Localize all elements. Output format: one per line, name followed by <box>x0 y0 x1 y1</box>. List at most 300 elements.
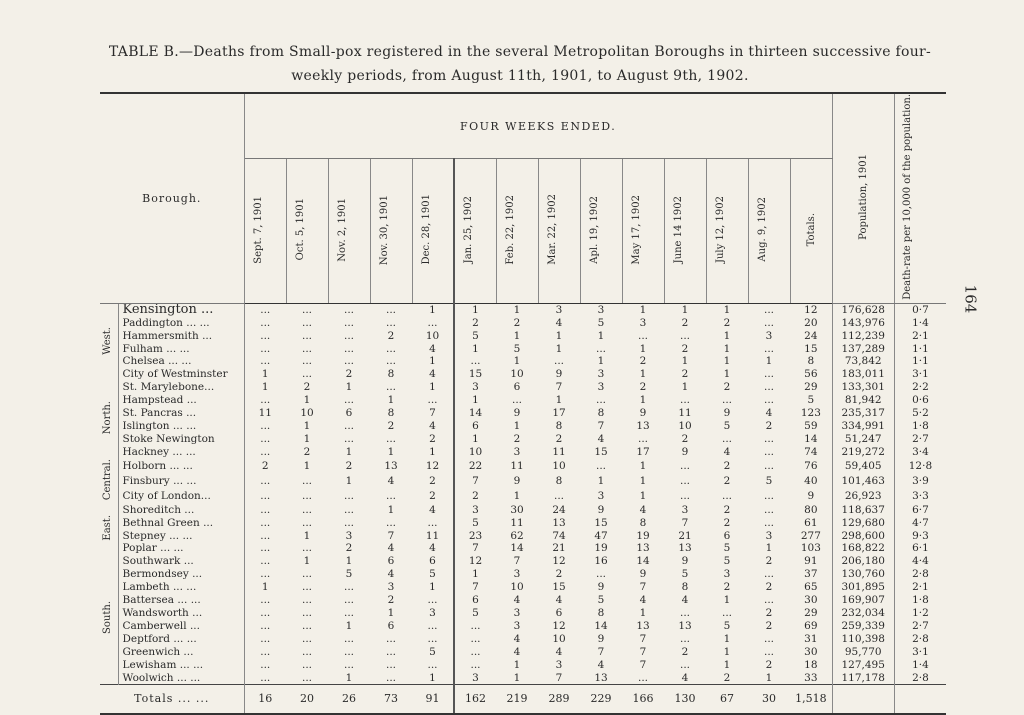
period-value: 1 <box>412 581 454 594</box>
period-value: 13 <box>636 542 650 555</box>
period-value: ... <box>386 355 397 368</box>
death-rate-value: 2·1 <box>912 329 929 342</box>
period-value: ... <box>680 489 691 502</box>
period-value: 7 <box>597 645 605 658</box>
period-value: 2 <box>513 432 521 445</box>
population-value: 334,991 <box>832 420 894 433</box>
death-rate-value: 2·8 <box>912 671 929 684</box>
row-total: 103 <box>790 542 832 555</box>
period-value: ... <box>412 659 454 672</box>
period-value: 1 <box>303 459 311 472</box>
period-value: 1 <box>412 381 454 394</box>
region-label: East. <box>102 514 114 541</box>
period-value: ... <box>638 432 649 445</box>
population-header-label: Population, 1901 <box>857 153 869 240</box>
period-value: 1 <box>303 555 311 568</box>
period-header <box>664 159 706 303</box>
period-value: ... <box>764 489 775 502</box>
period-value: 4 <box>597 658 605 671</box>
region-label: North. <box>102 401 114 435</box>
row-total: 20 <box>790 317 832 330</box>
period-value: 14 <box>468 407 483 420</box>
row-total: 56 <box>790 368 832 381</box>
period-value: 2 <box>765 606 773 619</box>
period-value: 2 <box>555 432 563 445</box>
period-value: 8 <box>681 581 689 594</box>
period-value: 5 <box>345 568 353 581</box>
table-row <box>100 646 946 659</box>
region-label-cell <box>100 459 118 504</box>
period-value: 9 <box>639 407 647 420</box>
period-value: 3 <box>765 529 773 542</box>
period-total: 67 <box>706 685 748 715</box>
population-value: 95,770 <box>832 646 894 659</box>
table-row <box>100 368 946 381</box>
period-value: ... <box>470 645 481 658</box>
period-value: ... <box>412 517 454 530</box>
period-value: 13 <box>594 671 608 684</box>
period-value: 10 <box>510 368 524 381</box>
period-value: 2 <box>765 555 773 568</box>
borough-name: Deptford ... ... <box>118 633 244 646</box>
period-value: ... <box>764 632 775 645</box>
period-value: ... <box>260 555 271 568</box>
period-value: 2 <box>387 419 395 432</box>
period-value: 7 <box>639 658 647 671</box>
period-value: 2 <box>681 645 689 658</box>
period-value: ... <box>302 342 313 355</box>
period-value: 14 <box>510 542 524 555</box>
period-value: 7 <box>597 419 605 432</box>
period-value: 10 <box>412 330 454 343</box>
period-value: 3 <box>555 658 563 671</box>
period-value: 1 <box>513 329 521 342</box>
period-value: 1 <box>555 329 563 342</box>
region-label-cell <box>100 381 118 458</box>
population-value: 301,895 <box>832 581 894 594</box>
period-value: ... <box>344 489 355 502</box>
period-value: 1 <box>765 355 773 368</box>
period-value: ... <box>302 606 313 619</box>
borough-header <box>100 93 244 303</box>
table-row <box>100 607 946 620</box>
period-value: 9 <box>555 368 563 381</box>
period-value: ... <box>596 342 607 355</box>
population-value: 127,495 <box>832 659 894 672</box>
period-value: 9 <box>681 445 689 458</box>
period-header <box>454 159 496 303</box>
period-value: 12 <box>412 459 454 474</box>
period-value: 13 <box>678 619 692 632</box>
period-value: ... <box>386 632 397 645</box>
period-value: ... <box>512 394 523 407</box>
period-value: 9 <box>597 632 605 645</box>
period-header <box>244 159 286 303</box>
table-row <box>100 517 946 530</box>
period-value: 1 <box>412 355 454 368</box>
borough-name: St. Marylebone... <box>118 381 244 394</box>
period-value: 2 <box>681 368 689 381</box>
period-value: 5 <box>597 316 605 329</box>
period-value: ... <box>764 394 775 407</box>
period-value: 9 <box>681 555 689 568</box>
table-row <box>100 303 946 316</box>
period-total: 16 <box>244 685 286 715</box>
period-value: ... <box>260 329 271 342</box>
period-value: ... <box>386 645 397 658</box>
borough-name: Paddington ... ... <box>118 317 244 330</box>
borough-name: Fulham ... ... <box>118 343 244 356</box>
period-value: 7 <box>472 474 479 487</box>
period-value: 1 <box>513 489 521 502</box>
period-value: ... <box>302 594 313 607</box>
period-value: 1 <box>345 619 353 632</box>
row-total: 24 <box>790 330 832 343</box>
borough-name: Bermondsey ... <box>118 568 244 581</box>
four-weeks-header <box>244 93 832 159</box>
period-value: 4 <box>639 594 647 607</box>
period-total: 130 <box>664 685 706 715</box>
period-value: 1 <box>412 672 454 685</box>
period-value: ... <box>722 394 733 407</box>
period-value: 9 <box>639 568 647 581</box>
period-value: 1 <box>639 303 647 316</box>
period-value: 3 <box>513 445 521 458</box>
period-value: ... <box>764 381 775 394</box>
period-header <box>370 159 412 303</box>
table-row <box>100 394 946 407</box>
period-value: 7 <box>412 407 454 420</box>
period-value: ... <box>302 542 313 555</box>
period-value: ... <box>680 606 691 619</box>
period-value: 1 <box>723 645 731 658</box>
period-value: 4 <box>681 671 689 684</box>
period-value: ... <box>302 516 313 529</box>
population-value: 143,976 <box>832 317 894 330</box>
period-value: 8 <box>387 368 395 381</box>
period-value: 1 <box>345 474 353 487</box>
period-value: 14 <box>594 619 608 632</box>
period-value: ... <box>722 432 733 445</box>
totals-population-empty <box>832 685 894 715</box>
period-value: ... <box>302 503 313 516</box>
period-value: 2 <box>387 594 395 607</box>
borough-name: Finsbury ... ... <box>118 474 244 489</box>
period-value: 74 <box>552 529 566 542</box>
period-value: ... <box>260 394 271 407</box>
period-value: ... <box>386 316 397 329</box>
death-rate-value: 3·1 <box>912 368 929 381</box>
population-value: 130,760 <box>832 568 894 581</box>
period-value: ... <box>344 581 355 594</box>
period-header <box>748 159 790 303</box>
table-row <box>100 330 946 343</box>
region-label-cell <box>100 303 118 381</box>
period-value: 1 <box>387 503 395 516</box>
period-value: 19 <box>636 529 650 542</box>
period-value: 4 <box>597 432 605 445</box>
period-value: ... <box>680 474 691 487</box>
period-value: 3 <box>472 671 479 684</box>
period-value: 1 <box>597 355 605 368</box>
borough-header-label: Borough. <box>142 191 202 205</box>
period-value: 17 <box>552 407 566 420</box>
period-value: ... <box>412 594 454 607</box>
row-total: 30 <box>790 594 832 607</box>
period-value: 1 <box>723 342 731 355</box>
population-value: 59,405 <box>832 459 894 474</box>
period-value: 1 <box>472 394 479 407</box>
period-value: 9 <box>513 407 521 420</box>
period-value: ... <box>260 355 271 368</box>
caption-line-1: TABLE B.—Deaths from Small-pox registered in the several Metropolitan Boroughs in thirteen successive four- <box>108 44 932 60</box>
period-value: 2 <box>681 432 689 445</box>
table-row <box>100 420 946 433</box>
period-value: ... <box>412 317 454 330</box>
table-body <box>100 303 946 714</box>
table-row <box>100 620 946 633</box>
population-value: 101,463 <box>832 474 894 489</box>
period-value: ... <box>302 619 313 632</box>
row-total: 18 <box>790 659 832 672</box>
period-header <box>286 159 328 303</box>
period-header-label: Mar. 22, 1902 <box>547 194 559 265</box>
period-value: ... <box>470 619 481 632</box>
period-value: 5 <box>597 594 605 607</box>
row-total: 69 <box>790 620 832 633</box>
borough-name: Lambeth ... ... <box>118 581 244 594</box>
period-value: 2 <box>723 316 731 329</box>
period-value: 2 <box>765 658 773 671</box>
period-value: 1 <box>723 594 731 607</box>
population-value: 117,178 <box>832 672 894 685</box>
period-value: ... <box>764 594 775 607</box>
period-value: 1 <box>472 568 479 581</box>
borough-name: Bethnal Green ... <box>118 517 244 530</box>
period-value: 2 <box>765 619 773 632</box>
period-value: 3 <box>472 381 479 394</box>
row-total: 31 <box>790 633 832 646</box>
period-value: 2 <box>723 459 731 472</box>
borough-name: Hackney ... ... <box>118 446 244 459</box>
death-rate-value: 1·8 <box>912 594 929 607</box>
period-header <box>580 159 622 303</box>
death-rate-value: 2·7 <box>912 619 929 632</box>
period-value: 17 <box>636 445 650 458</box>
row-total: 15 <box>790 343 832 356</box>
period-value: ... <box>764 303 775 316</box>
table-row <box>100 659 946 672</box>
period-header <box>496 159 538 303</box>
row-total: 65 <box>790 581 832 594</box>
period-value: ... <box>260 342 271 355</box>
period-value: ... <box>412 620 454 633</box>
period-value: 1 <box>723 303 731 316</box>
row-total: 74 <box>790 446 832 459</box>
period-value: 6 <box>387 619 395 632</box>
period-value: ... <box>344 316 355 329</box>
period-value: 5 <box>472 606 479 619</box>
period-value: ... <box>386 658 397 671</box>
row-total: 59 <box>790 420 832 433</box>
row-total: 33 <box>790 672 832 685</box>
period-value: 15 <box>594 445 608 458</box>
population-value: 26,923 <box>832 489 894 504</box>
population-value: 51,247 <box>832 433 894 446</box>
period-value: ... <box>302 658 313 671</box>
period-total: 91 <box>412 685 454 715</box>
period-value: ... <box>260 619 271 632</box>
population-header <box>832 93 894 303</box>
period-value: 24 <box>552 503 566 516</box>
period-header-label: Feb. 22, 1902 <box>505 194 517 265</box>
borough-name: Stepney ... ... <box>118 530 244 543</box>
period-value: 4 <box>555 594 563 607</box>
population-value: 298,600 <box>832 530 894 543</box>
period-value: 4 <box>555 645 563 658</box>
table-row <box>100 581 946 594</box>
borough-name: Poplar ... ... <box>118 542 244 555</box>
period-value: ... <box>680 394 691 407</box>
period-value: 1 <box>387 606 395 619</box>
period-value: 10 <box>510 581 524 594</box>
period-value: 3 <box>513 606 521 619</box>
period-value: 1 <box>723 632 731 645</box>
borough-name: Greenwich ... <box>118 646 244 659</box>
period-value: 2 <box>639 355 647 368</box>
period-value: 3 <box>597 381 605 394</box>
period-value: 2 <box>472 316 479 329</box>
death-rate-value: 2·8 <box>912 568 929 581</box>
period-total: 73 <box>370 685 412 715</box>
borough-name: Lewisham ... ... <box>118 659 244 672</box>
period-value: 1 <box>261 381 269 394</box>
period-value: 4 <box>639 503 647 516</box>
period-value: ... <box>554 355 565 368</box>
period-value: 7 <box>387 529 395 542</box>
table-row <box>100 474 946 489</box>
population-value: 168,822 <box>832 542 894 555</box>
death-rate-value: 0·7 <box>912 303 929 316</box>
death-rate-value: 1·1 <box>912 355 929 368</box>
period-value: ... <box>344 419 355 432</box>
period-value: 15 <box>552 581 566 594</box>
period-value: 1 <box>681 381 689 394</box>
death-rate-value: 6·7 <box>912 503 929 516</box>
row-total: 61 <box>790 517 832 530</box>
population-value: 235,317 <box>832 407 894 420</box>
period-value: ... <box>260 303 271 316</box>
table-row <box>100 530 946 543</box>
period-value: 4 <box>412 343 454 356</box>
period-value: ... <box>386 671 397 684</box>
period-value: 3 <box>387 581 395 594</box>
period-value: 4 <box>513 594 521 607</box>
period-value: 62 <box>510 529 524 542</box>
period-value: 1 <box>513 419 521 432</box>
population-value: 232,034 <box>832 607 894 620</box>
period-value: ... <box>470 355 481 368</box>
population-value: 118,637 <box>832 504 894 517</box>
death-rate-value: 4·7 <box>912 516 929 529</box>
period-value: 8 <box>597 407 605 420</box>
row-total: 277 <box>790 530 832 543</box>
death-rate-value: 1·8 <box>912 419 929 432</box>
row-total: 29 <box>790 607 832 620</box>
period-value: 1 <box>513 303 521 316</box>
period-value: ... <box>302 368 313 381</box>
row-total: 8 <box>790 355 832 368</box>
period-value: 1 <box>639 459 647 472</box>
period-value: 4 <box>412 420 454 433</box>
period-value: 1 <box>723 658 731 671</box>
period-value: ... <box>764 568 775 581</box>
period-value: 1 <box>472 303 479 316</box>
period-value: ... <box>260 632 271 645</box>
borough-name: Hammersmith ... <box>118 330 244 343</box>
table-row <box>100 633 946 646</box>
period-value: 6 <box>472 594 479 607</box>
period-value: 1 <box>345 381 353 394</box>
table-row <box>100 542 946 555</box>
period-value: 3 <box>513 619 521 632</box>
population-value: 259,339 <box>832 620 894 633</box>
period-value: ... <box>412 394 454 407</box>
population-value: 183,011 <box>832 368 894 381</box>
population-value: 176,628 <box>832 303 894 316</box>
death-rate-value: 2·8 <box>912 632 929 645</box>
period-value: 10 <box>300 407 314 420</box>
period-total: 26 <box>328 685 370 715</box>
period-value: 13 <box>384 459 398 472</box>
population-value: 219,272 <box>832 446 894 459</box>
period-value: ... <box>722 489 733 502</box>
period-value: 13 <box>678 542 692 555</box>
period-value: ... <box>680 459 691 472</box>
region-label-cell <box>100 555 118 685</box>
period-total: 219 <box>496 685 538 715</box>
period-value: 7 <box>681 516 689 529</box>
period-value: 4 <box>555 316 563 329</box>
period-value: ... <box>302 671 313 684</box>
period-value: ... <box>302 355 313 368</box>
period-value: 5 <box>472 329 479 342</box>
death-rate-value: 2·1 <box>912 581 929 594</box>
totals-label: Totals ... ... <box>100 685 244 715</box>
period-value: ... <box>764 459 775 472</box>
row-total: 14 <box>790 433 832 446</box>
period-value: 1 <box>555 342 563 355</box>
period-value: 1 <box>723 355 731 368</box>
period-value: ... <box>596 568 607 581</box>
borough-name: Camberwell ... <box>118 620 244 633</box>
period-value: ... <box>260 568 271 581</box>
totals-row <box>100 685 946 715</box>
death-rate-value: 4·4 <box>912 555 929 568</box>
period-value: 12 <box>552 555 566 568</box>
period-value: 1 <box>723 329 731 342</box>
period-value: ... <box>638 329 649 342</box>
period-value: 8 <box>597 606 605 619</box>
period-value: 9 <box>513 474 521 487</box>
period-header <box>412 159 454 303</box>
period-total: 229 <box>580 685 622 715</box>
region-label: South. <box>102 601 114 635</box>
death-rate-value: 6·1 <box>912 542 929 555</box>
period-value: 8 <box>387 407 395 420</box>
period-value: 2 <box>681 316 689 329</box>
table-row <box>100 343 946 356</box>
